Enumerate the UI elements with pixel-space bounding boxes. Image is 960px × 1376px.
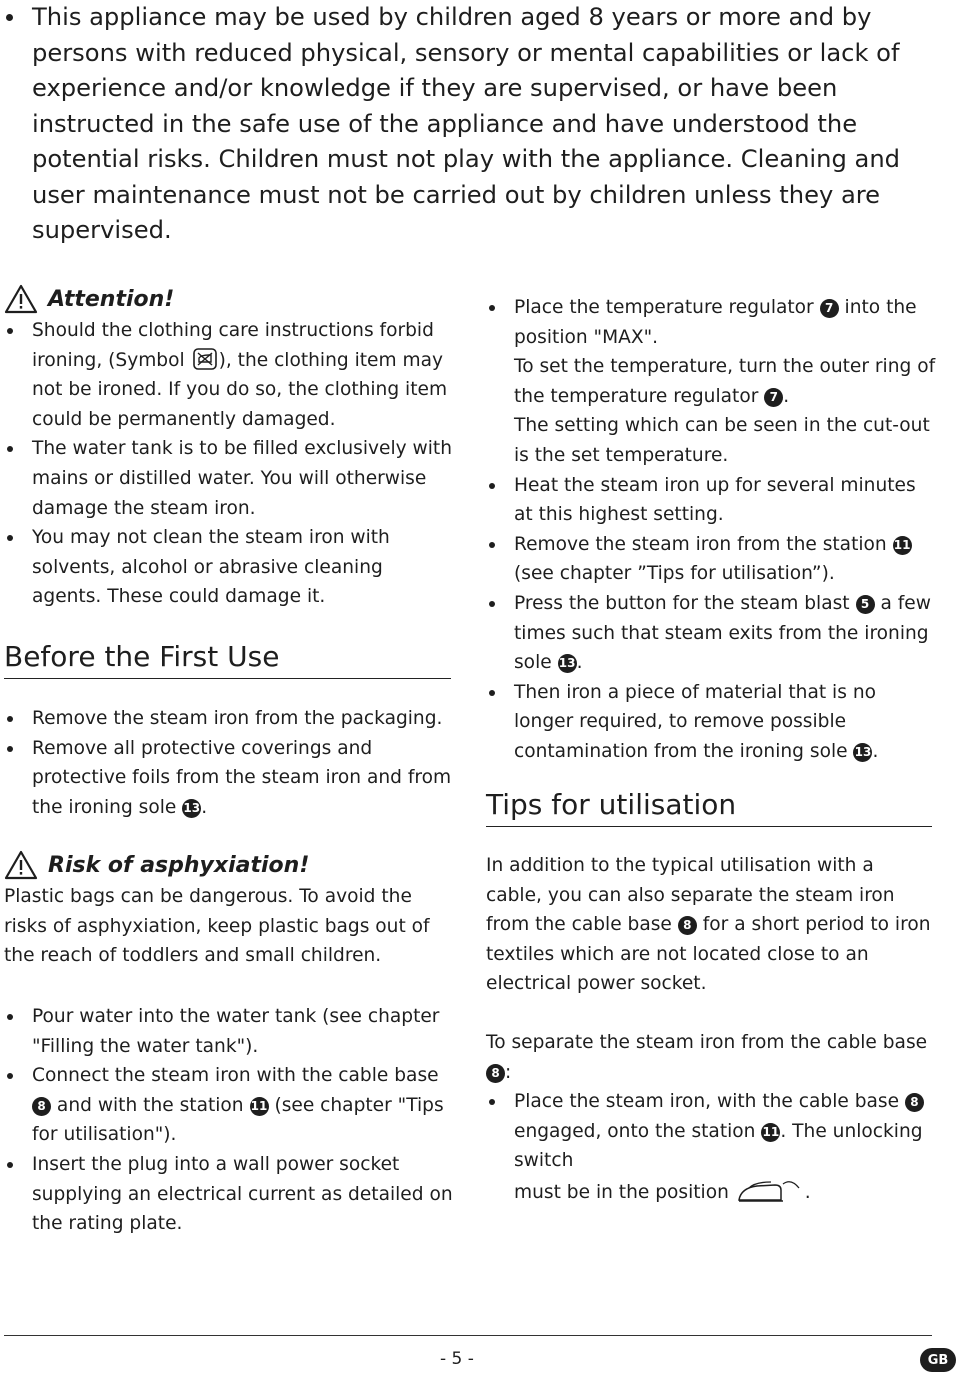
- section-heading: Tips for utilisation: [486, 788, 737, 821]
- footer-rule: [4, 1335, 932, 1336]
- list-item: Pour water into the water tank (see chapter "Filling the water tank").: [4, 1002, 454, 1061]
- risk-text: Plastic bags can be dangerous. To avoid the risks of asphyxiation, keep plastic bags out of the reach of toddlers and small children.: [4, 886, 430, 967]
- list-item: The water tank is to be filled exclusively with mains or distilled water. You will otherwise damage the steam iron.: [4, 434, 454, 523]
- list-item: Remove the steam iron from the packaging.: [4, 704, 454, 734]
- tips-paragraph: In addition to the typical utilisation with a cable, you can also separate the steam iron from the cable base 8 for a short period to iron textiles which are not located close to an electrical power socket.: [486, 855, 931, 995]
- ref-number: 13: [182, 799, 201, 818]
- heading-rule: [486, 826, 932, 827]
- list-item: Press the button for the steam blast 5 a few times such that steam exits from the ironing sole 13.: [486, 589, 936, 678]
- list-item: Heat the steam iron up for several minutes at this highest setting.: [486, 471, 936, 530]
- language-badge: GB: [920, 1348, 956, 1372]
- list-item: Then iron a piece of material that is no longer required, to remove possible contamination from the ironing sole 13.: [486, 678, 936, 767]
- tips-paragraph: To separate the steam iron from the cable base 8 :: [486, 1031, 928, 1083]
- steps-left-list: [4, 1002, 454, 1239]
- attention-list: [4, 316, 454, 612]
- tips-list: [486, 1087, 932, 1207]
- attention-section: [4, 284, 454, 612]
- warning-triangle-icon: [4, 850, 38, 880]
- list-item: Should the clothing care instructions forbid ironing, (Symbol ), the clothing item may not be ironed. If you do so, the clothing item could be permanently damaged.: [4, 316, 454, 434]
- before-first-use-section: [4, 640, 454, 822]
- before-first-use-list: [4, 704, 454, 822]
- attention-heading: Attention!: [4, 284, 454, 314]
- intro-bullet: [6, 0, 936, 249]
- list-item: Remove the steam iron from the station 11 (see chapter ”Tips for utilisation”).: [486, 530, 936, 589]
- section-heading: Before the First Use: [4, 640, 280, 673]
- steps-right-list: [486, 293, 936, 767]
- list-item: Connect the steam iron with the cable base 8 and with the station 11 (see chapter "Tips for utilisation").: [4, 1061, 454, 1150]
- list-item: Insert the plug into a wall power socket supplying an electrical current as detailed on the rating plate.: [4, 1150, 454, 1239]
- heading-rule: [4, 678, 451, 679]
- tips-section: [486, 788, 932, 1208]
- iron-unlock-position-icon: [735, 1176, 805, 1204]
- list-item: Place the temperature regulator 7 into the position "MAX". To set the temperature, turn the outer ring of the temperature regulator 7 . The setting which can be seen in the cut-out is the set temperature.: [486, 293, 936, 471]
- list-item: You may not clean the steam iron with solvents, alcohol or abrasive cleaning agents. These could damage it.: [4, 523, 454, 612]
- steps-right-section: [486, 293, 936, 767]
- list-item: Place the steam iron, with the cable base 8 engaged, onto the station 11. The unlocking switch must be in the position .: [486, 1087, 932, 1207]
- intro-text: This appliance may be used by children aged 8 years or more and by persons with reduced physical, sensory or mental capabilities or lack of experience and/or knowledge if they are supervised, or have been instructed in the safe use of the appliance and have understood the potential risks. Children must not play with the appliance. Cleaning and user maintenance must not be carried out by children unless they are supervised.: [32, 3, 901, 244]
- bullet-dot: [6, 14, 13, 21]
- list-item: Remove all protective coverings and protective foils from the steam iron and from the ironing sole 13.: [4, 734, 454, 823]
- risk-heading: Risk of asphyxiation!: [4, 850, 454, 880]
- warning-triangle-icon: [4, 284, 38, 314]
- page-number: - 5 -: [440, 1349, 474, 1369]
- steps-left-section: [4, 1002, 454, 1239]
- risk-section: [4, 850, 454, 971]
- do-not-iron-symbol-icon: [193, 348, 217, 370]
